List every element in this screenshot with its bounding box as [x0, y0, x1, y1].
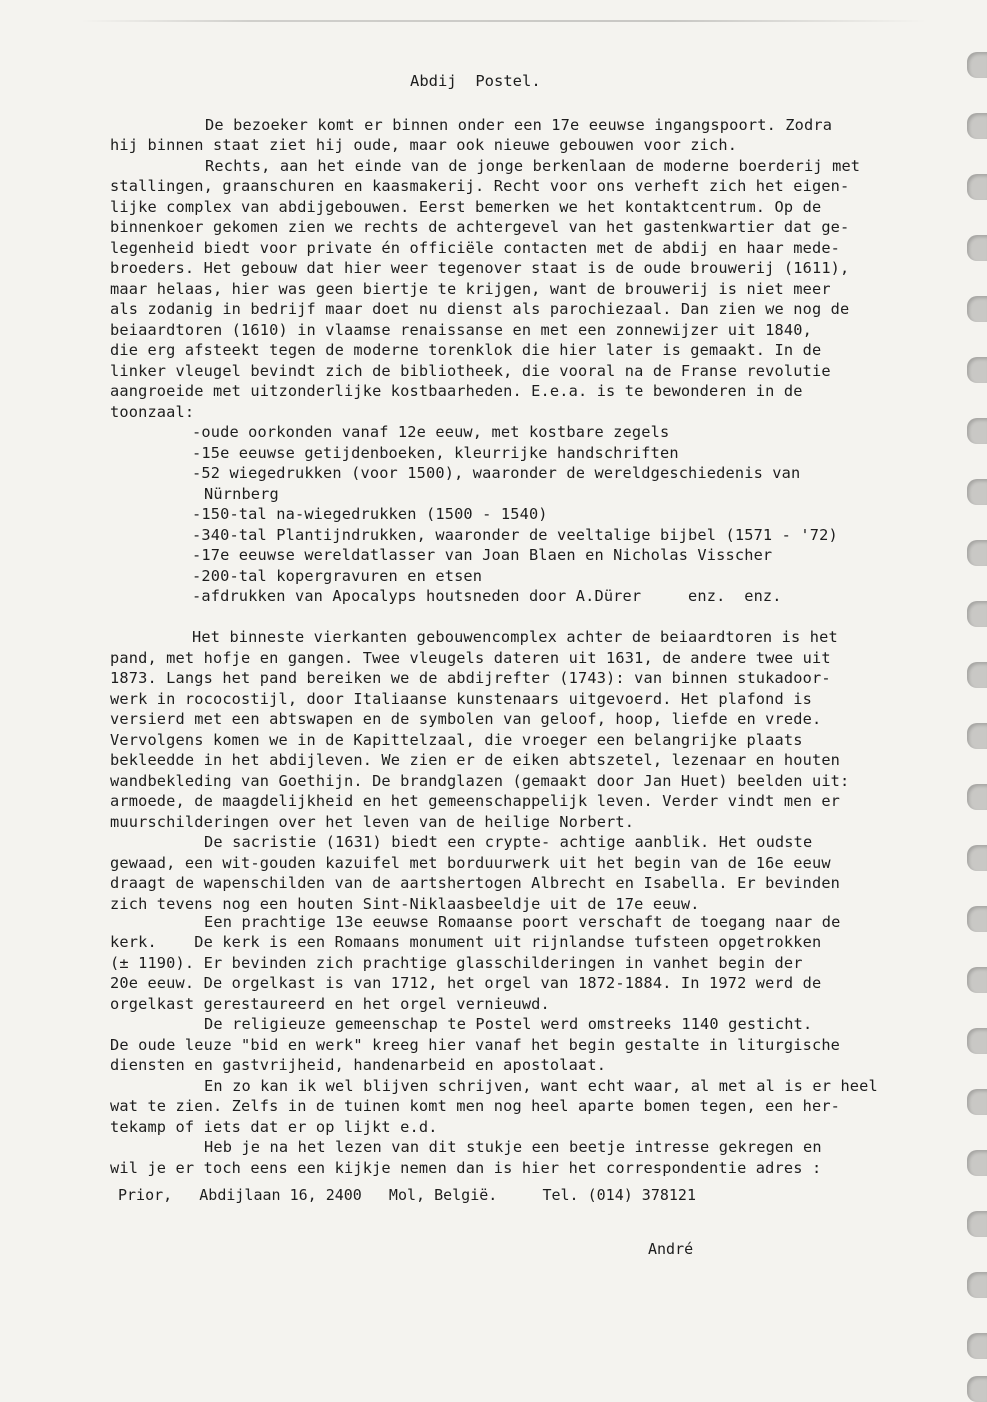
- text-line: legenheid biedt voor private én officiële contacten met de abdij en haar mede-: [110, 239, 841, 257]
- text-line: versierd met een abtswapen en de symbolen van geloof, hoop, liefde en vrede.: [110, 710, 822, 728]
- list-item: -15e eeuwse getijdenboeken, kleurrijke handschriften: [192, 444, 679, 462]
- list-item: -afdrukken van Apocalyps houtsneden door A.Dürer enz. enz.: [192, 587, 782, 605]
- binder-hole: [967, 235, 987, 261]
- binder-hole: [967, 52, 987, 78]
- text-line: bekleedde in het abdijleven. We zien er de eiken abtszetel, lezenaar en houten: [110, 751, 841, 769]
- binder-hole: [967, 113, 987, 139]
- binder-hole: [967, 906, 987, 932]
- text-line: die erg afsteekt tegen de moderne torenklok die hier later is gemaakt. In de: [110, 341, 822, 359]
- text-line: De bezoeker komt er binnen onder een 17e eeuwse ingangspoort. Zodra: [205, 116, 833, 134]
- binder-hole: [967, 418, 987, 444]
- text-line: gewaad, een wit-gouden kazuifel met borduurwerk uit het begin van de 16e eeuw: [110, 854, 831, 872]
- text-line: De oude leuze "bid en werk" kreeg hier vanaf het begin gestalte in liturgische: [110, 1036, 841, 1054]
- text-line: binnenkoer gekomen zien we rechts de achtergevel van het gastenkwartier dat ge-: [110, 218, 850, 236]
- text-line: wandbekleding van Goethijn. De brandglazen (gemaakt door Jan Huet) beelden uit:: [110, 772, 850, 790]
- binder-hole: [967, 174, 987, 200]
- page-title: Abdij Postel.: [410, 72, 541, 90]
- text-line: zich tevens nog een houten Sint-Niklaasbeeldje uit de 17e eeuw.: [110, 895, 700, 913]
- binder-holes: [959, 0, 987, 1402]
- text-line: En zo kan ik wel blijven schrijven, want echt waar, al met al is er heel: [204, 1077, 878, 1095]
- binder-hole: [967, 1333, 987, 1359]
- binder-hole: [967, 784, 987, 810]
- binder-hole: [967, 967, 987, 993]
- binder-hole: [967, 1211, 987, 1237]
- address-line: Prior, Abdijlaan 16, 2400 Mol, België. Tel. (014) 378121: [118, 1186, 696, 1204]
- text-line: armoede, de maagdelijkheid en het gemeenschappelijk leven. Verder vindt men er: [110, 792, 841, 810]
- list-item: -52 wiegedrukken (voor 1500), waaronder de wereldgeschiedenis van: [192, 464, 801, 482]
- author-signature: André: [648, 1240, 694, 1258]
- binder-hole: [967, 601, 987, 627]
- text-line: linker vleugel bevindt zich de bibliotheek, die vooral na de Franse revolutie: [110, 362, 831, 380]
- text-line: lijke complex van abdijgebouwen. Eerst bemerken we het kontaktcentrum. Op de: [110, 198, 822, 216]
- binder-hole: [967, 540, 987, 566]
- text-line: tekamp of iets dat er op lijkt e.d.: [110, 1118, 438, 1136]
- binder-hole: [967, 479, 987, 505]
- text-line: draagt de wapenschilden van de aartshertogen Albrecht en Isabella. Er bevinden: [110, 874, 841, 892]
- text-line: toonzaal:: [110, 403, 195, 421]
- text-line: diensten en gastvrijheid, handenarbeid en apostolaat.: [110, 1056, 607, 1074]
- binder-hole: [967, 723, 987, 749]
- text-line: Rechts, aan het einde van de jonge berkenlaan de moderne boerderij met: [205, 157, 861, 175]
- binder-hole: [967, 1272, 987, 1298]
- text-line: werk in rococostijl, door Italiaanse kunstenaars uitgevoerd. Het plafond is: [110, 690, 812, 708]
- page-top-edge: [80, 20, 927, 22]
- text-line: Een prachtige 13e eeuwse Romaanse poort verschaft de toegang naar de: [204, 913, 841, 931]
- text-line: (± 1190). Er bevinden zich prachtige glasschilderingen in vanhet begin der: [110, 954, 803, 972]
- text-line: hij binnen staat ziet hij oude, maar ook nieuwe gebouwen voor zich.: [110, 136, 738, 154]
- text-line: broeders. Het gebouw dat hier weer tegenover staat is de oude brouwerij (1611),: [110, 259, 850, 277]
- list-item: Nürnberg: [204, 485, 279, 503]
- text-line: als zodanig in bedrijf maar doet nu dienst als parochiezaal. Dan zien we nog de: [110, 300, 850, 318]
- list-item: -340-tal Plantijndrukken, waaronder de veeltalige bijbel (1571 - '72): [192, 526, 838, 544]
- binder-hole: [967, 296, 987, 322]
- list-item: -17e eeuwse wereldatlasser van Joan Blaen en Nicholas Visscher: [192, 546, 773, 564]
- text-line: aangroeide met uitzonderlijke kostbaarheden. E.e.a. is te bewonderen in de: [110, 382, 803, 400]
- list-item: -oude oorkonden vanaf 12e eeuw, met kostbare zegels: [192, 423, 670, 441]
- binder-hole: [967, 1376, 987, 1402]
- text-line: wil je er toch eens een kijkje nemen dan is hier het correspondentie adres :: [110, 1159, 822, 1177]
- text-line: 1873. Langs het pand bereiken we de abdijrefter (1743): van binnen stukadoor-: [110, 669, 831, 687]
- binder-hole: [967, 662, 987, 688]
- text-line: 20e eeuw. De orgelkast is van 1712, het orgel van 1872-1884. In 1972 werd de: [110, 974, 822, 992]
- list-item: -150-tal na-wiegedrukken (1500 - 1540): [192, 505, 548, 523]
- binder-hole: [967, 1150, 987, 1176]
- list-item: -200-tal kopergravuren en etsen: [192, 567, 483, 585]
- text-line: pand, met hofje en gangen. Twee vleugels dateren uit 1631, de andere twee uit: [110, 649, 831, 667]
- text-line: stallingen, graanschuren en kaasmakerij. Recht voor ons verheft zich het eigen-: [110, 177, 850, 195]
- binder-hole: [967, 1028, 987, 1054]
- text-line: Het binneste vierkanten gebouwencomplex achter de beiaardtoren is het: [192, 628, 838, 646]
- text-line: De sacristie (1631) biedt een crypte- achtige aanblik. Het oudste: [204, 833, 813, 851]
- text-line: muurschilderingen over het leven van de heilige Norbert.: [110, 813, 635, 831]
- text-line: Vervolgens komen we in de Kapittelzaal, die vroeger een belangrijke plaats: [110, 731, 803, 749]
- text-line: maar helaas, hier was geen biertje te krijgen, want de brouwerij is niet meer: [110, 280, 831, 298]
- binder-hole: [967, 357, 987, 383]
- text-line: orgelkast gerestaureerd en het orgel vernieuwd.: [110, 995, 550, 1013]
- text-line: Heb je na het lezen van dit stukje een beetje intresse gekregen en: [204, 1138, 822, 1156]
- text-line: beiaardtoren (1610) in vlaamse renaissanse en met een zonnewijzer uit 1840,: [110, 321, 812, 339]
- binder-hole: [967, 845, 987, 871]
- text-line: De religieuze gemeenschap te Postel werd omstreeks 1140 gesticht.: [204, 1015, 813, 1033]
- text-line: wat te zien. Zelfs in de tuinen komt men nog heel aparte bomen tegen, een her-: [110, 1097, 841, 1115]
- binder-hole: [967, 1089, 987, 1115]
- text-line: kerk. De kerk is een Romaans monument uit rijnlandse tufsteen opgetrokken: [110, 933, 822, 951]
